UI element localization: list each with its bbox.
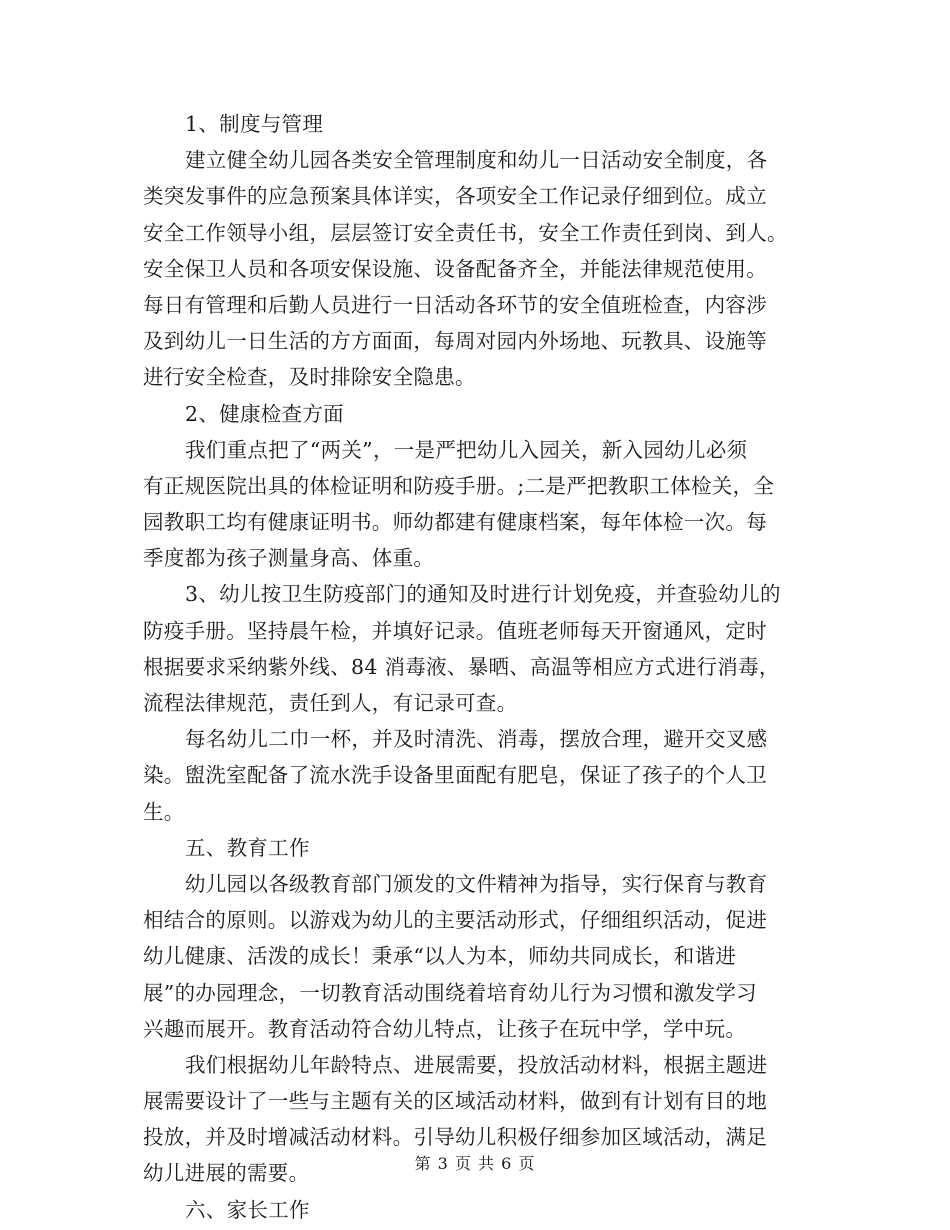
text-line: 兴趣而展开。教育活动符合幼儿特点，让孩子在玩中学，学中玩。 — [143, 1016, 747, 1041]
text-line: 生。 — [143, 799, 185, 824]
text-line: 流程法律规范，责任到人，有记录可查。 — [143, 691, 518, 715]
text-line: 投放，并及时增减活动材料。引导幼儿积极仔细参加区域活动，满足 — [143, 1125, 767, 1150]
text-line: 园教职工均有健康证明书。师幼都建有健康档案，每年体检一次。每 — [143, 510, 767, 535]
text-line: 进行安全检查，及时排除安全隐患。 — [143, 365, 476, 390]
text-line: 五、教育工作 — [185, 835, 310, 860]
text-line: 相结合的原则。以游戏为幼儿的主要活动形式，仔细组织活动，促进 — [143, 908, 767, 933]
text-line: 展”的办园理念，一切教育活动围绕着培育幼儿行为习惯和激发学习 — [143, 980, 757, 1005]
text-line: 3、幼儿按卫生防疫部门的通知及时进行计划免疫，并查验幼儿的 — [185, 582, 781, 607]
text-line: 1、制度与管理 — [185, 112, 324, 136]
text-line: 幼儿进展的需要。 — [143, 1161, 310, 1186]
text-line: 每名幼儿二巾一杯，并及时清洗、消毒，摆放合理，避开交叉感 — [185, 727, 768, 752]
text-line: 有正规医院出具的体检证明和防疫手册。;二是严把教职工体检关，全 — [143, 473, 775, 498]
document-body — [143, 106, 813, 1228]
text-line: 每日有管理和后勤人员进行一日活动各环节的安全值班检查，内容涉 — [143, 292, 767, 317]
page-footer: 第 3 页 共 6 页 — [414, 1154, 536, 1173]
text-line: 建立健全幼儿园各类安全管理制度和幼儿一日活动安全制度，各 — [185, 148, 768, 173]
text-line: 我们根据幼儿年龄特点、进展需要，投放活动材料，根据主题进 — [185, 1052, 768, 1077]
text-line: 根据要求采纳紫外线、84 消毒液、暴晒、高温等相应方式进行消毒， — [143, 654, 780, 679]
text-line: 展需要设计了一些与主题有关的区域活动材料，做到有计划有目的地 — [143, 1089, 767, 1114]
text-line: 六、家长工作 — [185, 1197, 310, 1222]
text-line: 类突发事件的应急预案具体详实，各项安全工作记录仔细到位。成立 — [143, 184, 767, 209]
text-line: 我们重点把了“两关”，一是严把幼儿入园关，新入园幼儿必须 — [185, 437, 748, 462]
text-line: 2、健康检查方面 — [185, 401, 344, 426]
text-line: 幼儿健康、活泼的成长！秉承“以人为本，师幼共同成长，和谐进 — [143, 944, 737, 969]
text-line: 及到幼儿一日生活的方方面面，每周对园内外场地、玩教具、设施等 — [143, 329, 767, 354]
text-line: 安全工作领导小组，层层签订安全责任书，安全工作责任到岗、到人。 — [143, 220, 788, 245]
text-line: 防疫手册。坚持晨午检，并填好记录。值班老师每天开窗通风，定时 — [143, 618, 767, 643]
text-line: 幼儿园以各级教育部门颁发的文件精神为指导，实行保育与教育 — [185, 871, 768, 896]
text-line: 季度都为孩子测量身高、体重。 — [143, 546, 435, 571]
text-line: 安全保卫人员和各项安保设施、设备配备齐全，并能法律规范使用。 — [143, 256, 767, 281]
text-line: 染。盥洗室配备了流水洗手设备里面配有肥皂，保证了孩子的个人卫 — [143, 763, 767, 788]
